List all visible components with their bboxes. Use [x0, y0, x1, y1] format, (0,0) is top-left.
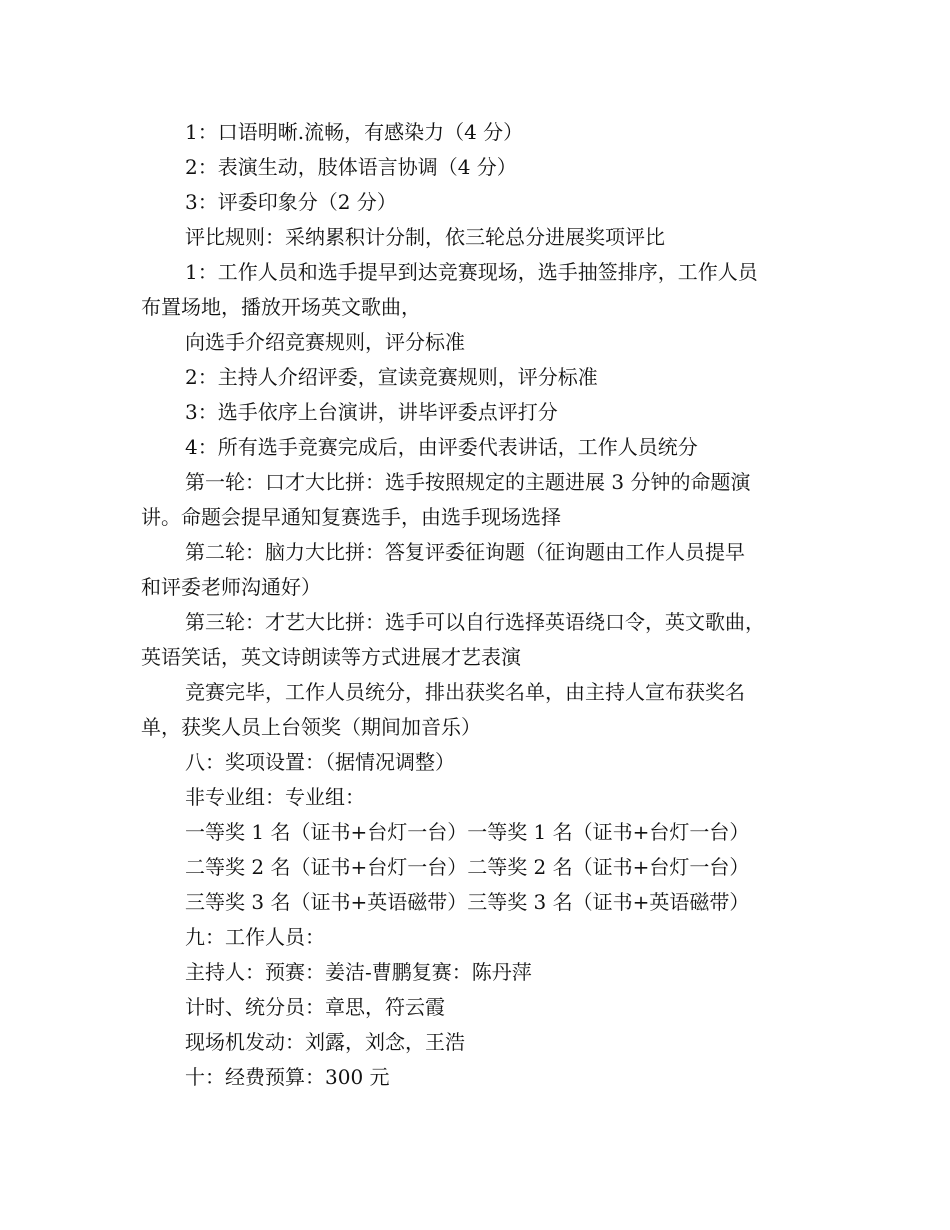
procedure-step-4: 4：所有选手竞赛完成后，由评委代表讲话，工作人员统分 [185, 435, 698, 459]
evaluation-rules: 评比规则：采纳累积计分制，依三轮总分进展奖项评比 [185, 225, 665, 249]
procedure-step-1: 1：工作人员和选手提早到达竞赛现场，选手抽签排序，工作人员 [185, 260, 758, 284]
award-second-prize: 二等奖 2 名（证书+台灯一台）二等奖 2 名（证书+台灯一台） [185, 855, 750, 879]
round-2-continued: 和评委老师沟通好） [141, 575, 321, 599]
round-2: 第二轮：脑力大比拼：答复评委征询题（征询题由工作人员提早 [185, 540, 745, 564]
competition-closing-continued: 单，获奖人员上台领奖（期间加音乐） [141, 715, 481, 739]
procedure-step-3: 3：选手依序上台演讲，讲毕评委点评打分 [185, 400, 558, 424]
procedure-step-1-note: 向选手介绍竞赛规则，评分标准 [185, 330, 465, 354]
staff-hosts: 主持人：预赛：姜洁-曹鹏复赛：陈丹萍 [185, 960, 532, 984]
section-heading-budget: 十：经费预算：300 元 [185, 1065, 390, 1089]
section-heading-staff: 九：工作人员： [185, 925, 325, 949]
section-heading-awards: 八：奖项设置：（据情况调整） [185, 750, 455, 774]
procedure-step-2: 2：主持人介绍评委，宣读竞赛规则，评分标准 [185, 365, 598, 389]
award-groups: 非专业组：专业组： [185, 785, 365, 809]
scoring-criterion-3: 3：评委印象分（2 分） [185, 190, 397, 214]
round-3-continued: 英语笑话，英文诗朗读等方式进展才艺表演 [141, 645, 521, 669]
round-1: 第一轮：口才大比拼：选手按照规定的主题进展 3 分钟的命题演 [185, 470, 751, 494]
round-3: 第三轮：才艺大比拼：选手可以自行选择英语绕口令，英文歌曲， [185, 610, 765, 634]
scoring-criterion-2: 2：表演生动，肢体语言协调（4 分） [185, 155, 517, 179]
document-body [141, 115, 821, 1095]
scoring-criterion-1: 1：口语明晰.流畅，有感染力（4 分） [185, 120, 524, 144]
award-first-prize: 一等奖 1 名（证书+台灯一台）一等奖 1 名（证书+台灯一台） [185, 820, 750, 844]
staff-on-site: 现场机发动：刘露，刘念，王浩 [185, 1030, 465, 1054]
competition-closing: 竞赛完毕，工作人员统分，排出获奖名单，由主持人宣布获奖名 [185, 680, 745, 704]
procedure-step-1-continued: 布置场地，播放开场英文歌曲， [141, 295, 421, 319]
round-1-continued: 讲。命题会提早通知复赛选手，由选手现场选择 [141, 505, 561, 529]
award-third-prize: 三等奖 3 名（证书+英语磁带）三等奖 3 名（证书+英语磁带） [185, 890, 750, 914]
staff-timekeepers: 计时、统分员：章思，符云霞 [185, 995, 445, 1019]
